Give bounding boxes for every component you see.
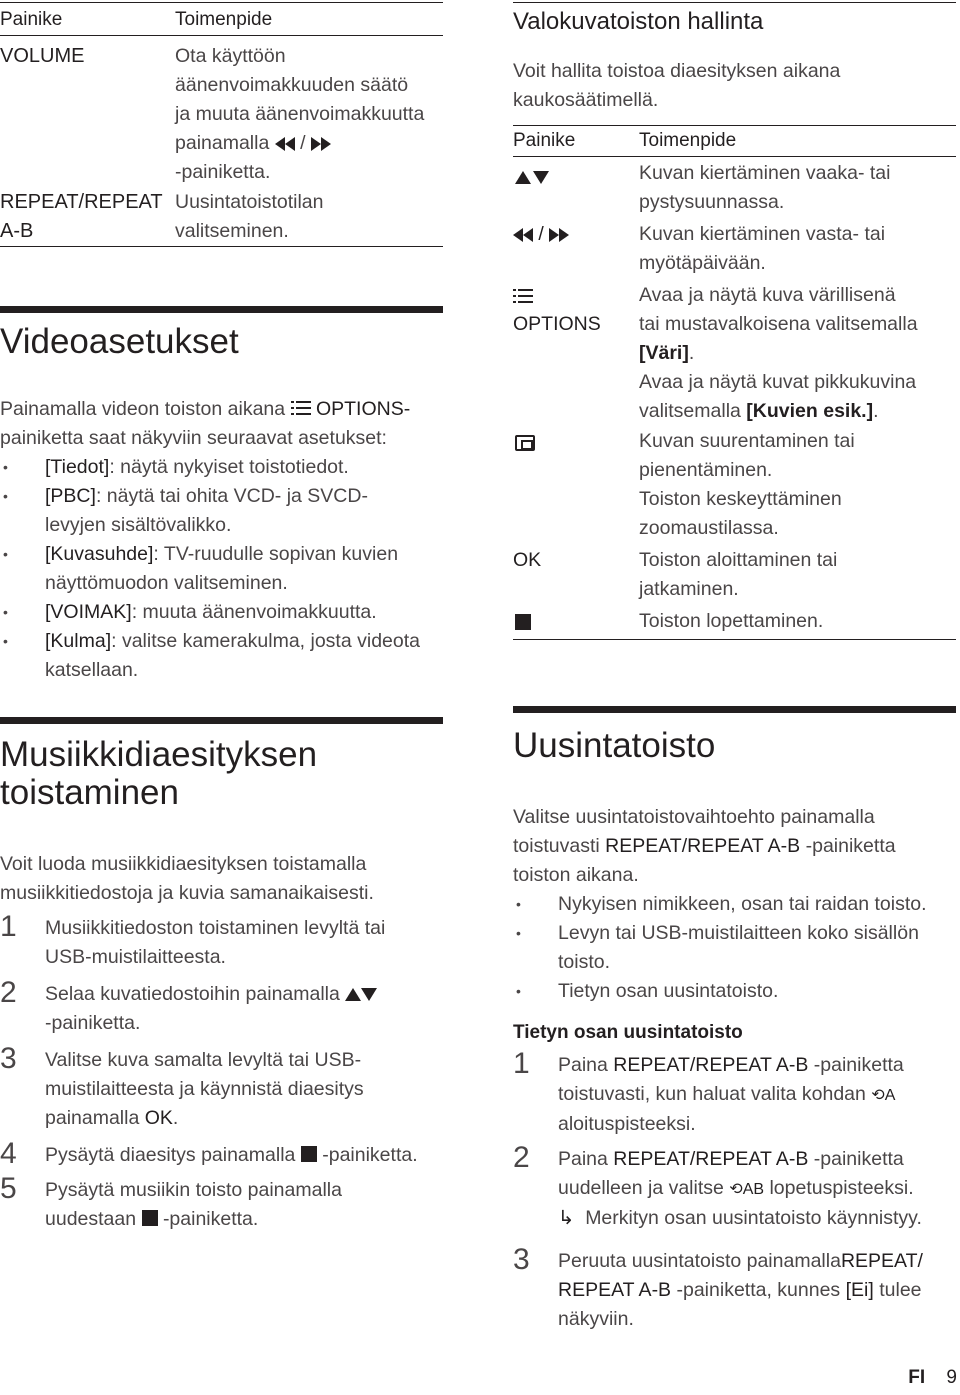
table-row xyxy=(0,36,443,188)
row-key: REPEAT/REPEAT xyxy=(0,191,163,213)
intro-text: Valitse uusintatoistovaihtoehto painamalla xyxy=(513,806,875,828)
result-arrow-icon: ↳ xyxy=(558,1207,575,1229)
table-row: OPTIONS Avaa ja näytä kuva värillisenä tai mustavalkoisena valitsemalla [Väri]. Avaa ja näytä kuvat pikkukuvina valitsemalla [Kuvien esik.]. xyxy=(513,284,918,422)
repeat-ab-icon: ⟲AB xyxy=(729,1181,765,1198)
options-icon xyxy=(513,288,533,304)
step-item: 2 Paina REPEAT/REPEAT A-B -painiketta uudelleen ja valitse ⟲AB lopetuspisteeksi. ↳ Merkityn osan uusintatoisto käynnistyy. xyxy=(513,1141,922,1229)
list-item: • [Tiedot]: näytä nykyiset toistotiedot. xyxy=(0,453,443,482)
table-row: Kuvan kiertäminen vaaka- tai pystysuunnassa. xyxy=(513,157,956,218)
volume-table xyxy=(0,2,443,247)
down-arrow-icon xyxy=(361,988,377,1001)
row-key: A-B xyxy=(0,220,34,242)
video-settings-section xyxy=(0,306,443,685)
step-item: 4 Pysäytä diaesitys painamalla -painiketta. xyxy=(0,1137,418,1170)
row-key: VOLUME xyxy=(0,45,85,67)
intro-text: toistuvasti REPEAT/REPEAT A-B -painiketta xyxy=(513,835,896,857)
stop-icon xyxy=(142,1210,158,1226)
list-item: • Tietyn osan uusintatoisto. xyxy=(513,977,956,1006)
list-item: • Nykyisen nimikkeen, osan tai raidan toisto. xyxy=(513,890,956,919)
up-arrow-icon xyxy=(345,988,361,1001)
language-code: FI xyxy=(908,1367,926,1388)
row-text: -painiketta. xyxy=(175,161,271,183)
down-arrow-icon xyxy=(533,171,549,184)
list-item: • [Kuvasuhde]: TV-ruudulle sopivan kuvien näyttömuodon valitseminen. xyxy=(0,540,443,598)
list-item: • [VOIMAK]: muuta äänenvoimakkuutta. xyxy=(0,598,443,627)
page-footer xyxy=(908,1363,957,1392)
intro-text: Painamalla videon toiston aikana OPTIONS- xyxy=(0,398,411,420)
intro-text: Voit hallita toistoa diaesityksen aikana xyxy=(513,60,841,82)
fast-forward-icon xyxy=(311,137,331,151)
table-row: / Kuvan kiertäminen vasta- tai myötäpäivään. xyxy=(513,218,956,279)
list-item: • Levyn tai USB-muistilaitteen koko sisällön toisto. xyxy=(513,919,956,977)
options-icon xyxy=(291,400,311,416)
row-text: äänenvoimakkuuden säätö xyxy=(175,74,409,96)
step-item: 1 Paina REPEAT/REPEAT A-B -painiketta toistuvasti, kun haluat valita kohdan ⟲A aloituspisteeksi. xyxy=(513,1047,904,1135)
section-title: Uusintatoisto xyxy=(513,726,716,765)
col-header-button: Painike xyxy=(0,9,63,30)
list-item: • [PBC]: näytä tai ohita VCD- ja SVCD- levyjen sisältövalikko. xyxy=(0,482,443,540)
stop-icon xyxy=(301,1146,317,1162)
intro-text: kaukosäätimellä. xyxy=(513,89,659,111)
table-row: Toiston lopettaminen. xyxy=(513,605,956,640)
row-text: Ota käyttöön xyxy=(175,45,286,67)
table-row: OK Toiston aloittaminen tai jatkaminen. xyxy=(513,544,956,605)
row-text: painamalla xyxy=(175,132,270,154)
row-text: ja muuta äänenvoimakkuutta xyxy=(175,103,425,125)
step-item: 5 Pysäytä musiikin toisto painamalla uudestaan -painiketta. xyxy=(0,1172,342,1230)
intro-text: painiketta saat näkyviin seuraavat asetukset: xyxy=(0,427,387,449)
zoom-icon xyxy=(515,435,535,451)
section-title: Valokuvatoiston hallinta xyxy=(513,8,764,35)
intro-text: Voit luoda musiikkidiaesityksen toistamalla xyxy=(0,853,367,875)
section-title: Videoasetukset xyxy=(0,322,239,361)
list-item: • [Kulma]: valitse kamerakulma, josta videota katsellaan. xyxy=(0,627,443,685)
repeat-a-icon: ⟲A xyxy=(871,1087,896,1104)
separator: / xyxy=(300,132,306,154)
step-item: 3 Valitse kuva samalta levyltä tai USB- muistilaitteesta ja käynnistä diaesitys painamalla OK. xyxy=(0,1042,364,1129)
rewind-icon xyxy=(513,228,533,242)
step-item: 2 Selaa kuvatiedostoihin painamalla -painiketta. xyxy=(0,980,443,1038)
row-text: Uusintatoistotilan xyxy=(175,191,324,213)
section-title: Musiikkidiaesityksen toistaminen xyxy=(0,735,318,812)
intro-text: musiikkitiedostoja ja kuvia samanaikaisesti. xyxy=(0,882,374,904)
photo-controls-table xyxy=(513,125,956,640)
step-item: 1 Musiikkitiedoston toistaminen levyltä tai USB-muistilaitteesta. xyxy=(0,910,386,968)
up-arrow-icon xyxy=(515,171,531,184)
rewind-icon xyxy=(275,137,295,151)
repeat-section xyxy=(513,706,956,1334)
stop-icon xyxy=(515,614,531,630)
col-header-action: Toimenpide xyxy=(175,9,273,30)
intro-text: toiston aikana. xyxy=(513,864,639,886)
subheading: Tietyn osan uusintatoisto xyxy=(513,1022,743,1043)
table-row: Kuvan suurentaminen tai pienentäminen. Toiston keskeyttäminen zoomaustilassa. xyxy=(513,427,956,544)
col-header-action: Toimenpide xyxy=(639,130,737,151)
page-number: 9 xyxy=(946,1367,957,1388)
row-text: valitseminen. xyxy=(175,220,289,242)
table-row xyxy=(0,188,443,247)
options-label: OPTIONS xyxy=(513,313,601,335)
step-item: 3 Peruuta uusintatoisto painamallaREPEAT/ REPEAT A-B -painiketta, kunnes [Ei] tulee näkyviin. xyxy=(513,1243,923,1330)
music-slideshow-section xyxy=(0,717,443,1234)
photo-playback-section xyxy=(513,2,956,640)
col-header-button: Painike xyxy=(513,130,576,151)
fast-forward-icon xyxy=(549,228,569,242)
ok-label: OK xyxy=(513,549,542,571)
